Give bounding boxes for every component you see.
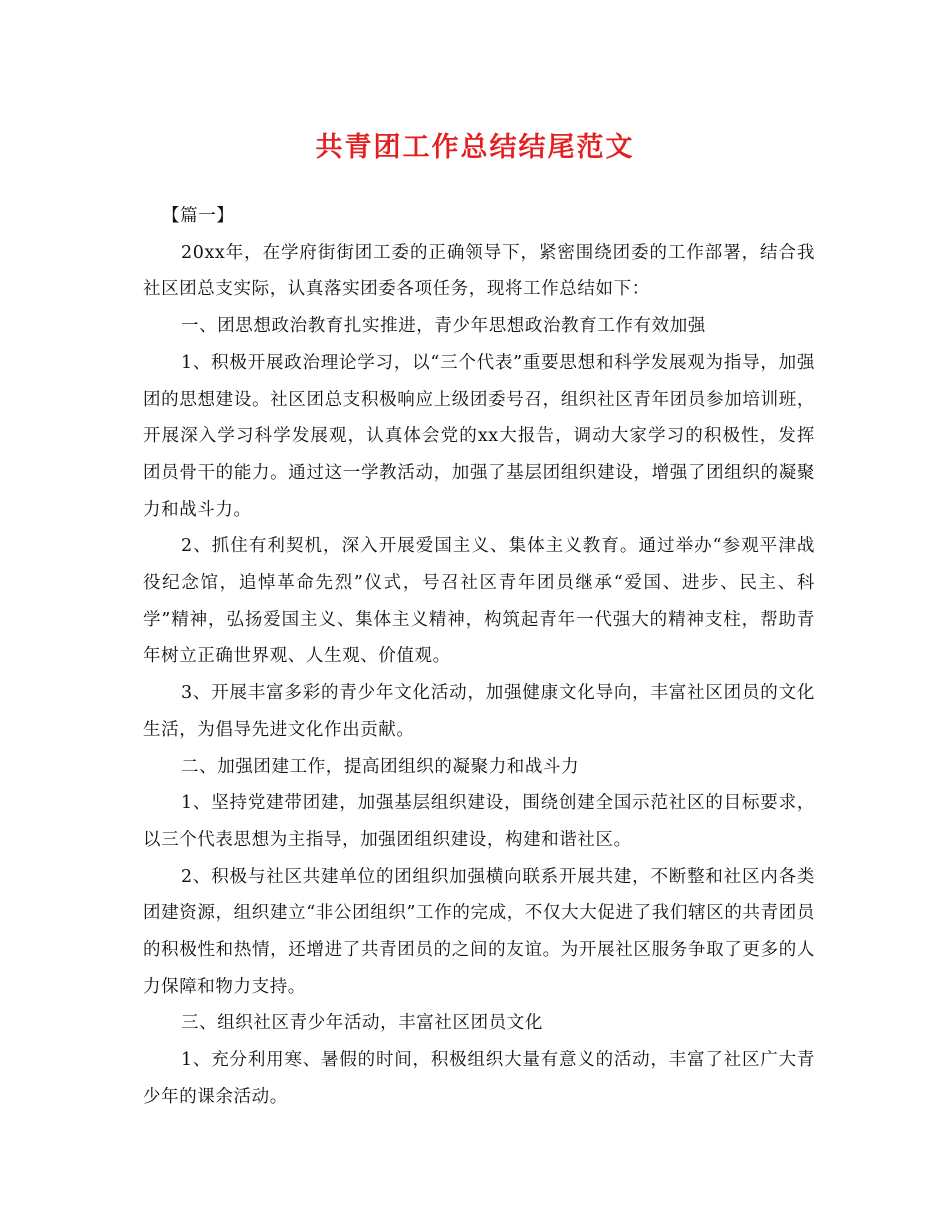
body-paragraph: 2、积极与社区共建单位的团组织加强横向联系开展共建，不断整和社区内各类团建资源，组织建立“非公团组织”工作的完成，不仅大大促进了我们辖区的共青团员的积极性和热情，还增进了共青团员的之间的友谊。为开展社区服务争取了更多的人力保障和物力支持。 <box>143 866 815 997</box>
section-heading-1: 一、团思想政治教育扎实推进，青少年思想政治教育工作有效加强 <box>181 316 706 337</box>
intro-paragraph: 20xx年，在学府街街团工委的正确领导下，紧密围绕团委的工作部署，结合我社区团总支实际，认真落实团委各项任务，现将工作总结如下： <box>143 242 815 300</box>
body-paragraph: 1、充分利用寒、暑假的时间，积极组织大量有意义的活动，丰富了社区广大青少年的课余活动。 <box>143 1050 815 1107</box>
body-paragraph: 2、抓住有利契机，深入开展爱国主义、集体主义教育。通过举办“参观平津战役纪念馆，追悼革命先烈”仪式，号召社区青年团员继承“爱国、进步、民主、科学”精神，弘扬爱国主义、集体主义精神，构筑起青年一代强大的精神支柱，帮助青年树立正确世界观、人生观、价值观。 <box>143 536 815 667</box>
document-title: 共青团工作总结结尾范文 <box>315 132 635 163</box>
section-heading-part-one: 【篇一】 <box>162 206 235 226</box>
body-paragraph: 3、开展丰富多彩的青少年文化活动，加强健康文化导向，丰富社区团员的文化生活，为倡导先进文化作出贡献。 <box>143 683 815 740</box>
section-heading-2: 二、加强团建工作，提高团组织的凝聚力和战斗力 <box>181 756 580 777</box>
body-paragraph: 1、积极开展政治理论学习，以“三个代表”重要思想和科学发展观为指导，加强团的思想建设。社区团总支积极响应上级团委号召，组织社区青年团员参加培训班，开展深入学习科学发展观，认真体会党的xx大报告，调动大家学习的积极性，发挥团员骨干的能力。通过这一学教活动，加强了基层团组织建设，增强了团组织的凝聚力和战斗力。 <box>143 352 815 520</box>
body-paragraph: 1、坚持党建带团建，加强基层组织建设，围绕创建全国示范社区的目标要求，以三个代表思想为主指导，加强团组织建设，构建和谐社区。 <box>143 793 815 850</box>
section-heading-3: 三、组织社区青少年活动，丰富社区团员文化 <box>181 1013 543 1034</box>
document-body <box>143 198 815 1116</box>
